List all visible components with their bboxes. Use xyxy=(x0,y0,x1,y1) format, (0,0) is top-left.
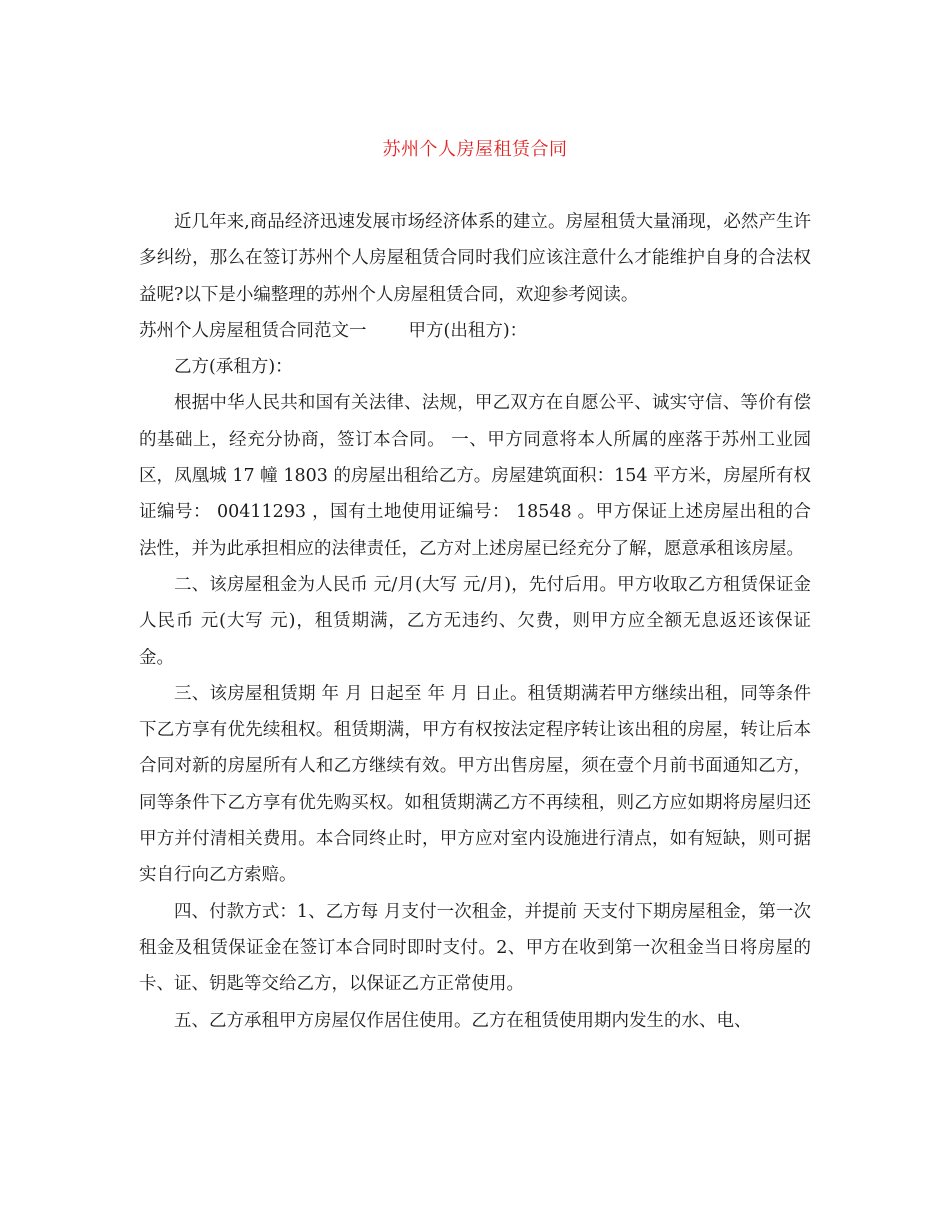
sample-heading-line xyxy=(139,313,811,349)
party-a-label: 甲方(出租方)： xyxy=(408,320,528,341)
sample-heading: 苏州个人房屋租赁合同范文一 xyxy=(139,320,367,341)
clause-2-paragraph: 二、该房屋租金为人民币 元/月(大写 元/月)，先付后用。甲方收取乙方租赁保证金人民币 元(大写 元)，租赁期满，乙方无违约、欠费，则甲方应全额无息返还该保证金。 xyxy=(139,574,811,668)
clause-5-paragraph: 五、乙方承租甲方房屋仅作居住使用。乙方在租赁使用期内发生的水、电、 xyxy=(174,1010,752,1031)
intro-paragraph: 近几年来,商品经济迅速发展市场经济体系的建立。房屋租赁大量涌现，必然产生许多纠纷，那么在签订苏州个人房屋租赁合同时我们应该注意什么才能维护自身的合法权益呢?以下是小编整理的苏州个人房屋租赁合同，欢迎参考阅读。 xyxy=(139,212,811,305)
clause-4-paragraph: 四、付款方式：1、乙方每 月支付一次租金，并提前 天支付下期房屋租金，第一次租金及租赁保证金在签订本合同时即时支付。2、甲方在收到第一次租金当日将房屋的卡、证、钥匙等交给乙方，以保证乙方正常使用。 xyxy=(139,901,811,995)
party-b-label: 乙方(承租方)： xyxy=(174,357,293,378)
clause-3-paragraph: 三、该房屋租赁期 年 月 日起至 年 月 日止。租赁期满若甲方继续出租，同等条件下乙方享有优先续租权。租赁期满，甲方有权按法定程序转让该出租的房屋，转让后本合同对新的房屋所有人和乙方继续有效。甲方出售房屋，须在壹个月前书面通知乙方，同等条件下乙方享有优先购买权。如租赁期满乙方不再续租，则乙方应如期将房屋归还甲方并付清相关费用。本合同终止时，甲方应对室内设施进行清点，如有短缺，则可据实自行向乙方索赔。 xyxy=(139,683,811,886)
document-body xyxy=(139,204,811,1039)
document-title: 苏州个人房屋租赁合同 xyxy=(382,139,568,160)
clause-1-paragraph: 根据中华人民共和国有关法律、法规，甲乙双方在自愿公平、诚实守信、等价有偿的基础上，经充分协商，签订本合同。 一、甲方同意将本人所属的座落于苏州工业园区，凤凰城 17 幢 1803 的房屋出租给乙方。房屋建筑面积：154 平方米，房屋所有权证编号： 00411293 ，国有土地使用证编号： 18548 。甲方保证上述房屋出租的合法性，并为此承担相应的法律责任，乙方对上述房屋已经充分了解，愿意承租该房屋。 xyxy=(139,393,811,559)
